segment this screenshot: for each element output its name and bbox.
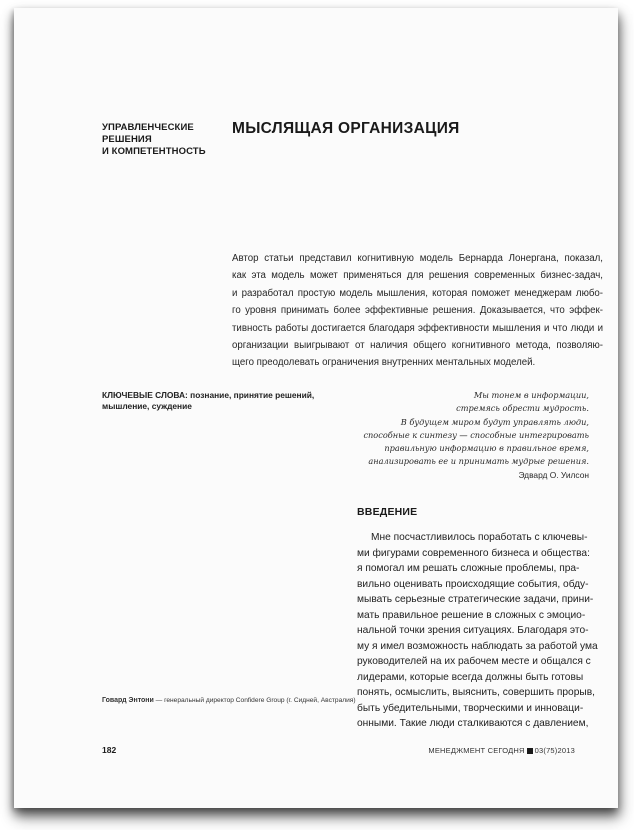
- page-number: 182: [102, 745, 117, 755]
- section-label-line: И КОМПЕТЕНТНОСТЬ: [102, 146, 206, 157]
- epigraph-line: стремясь обрести мудрость.: [456, 403, 589, 414]
- issue-number: 03(75)2013: [534, 746, 575, 755]
- author-note: [102, 697, 356, 704]
- epigraph-author: Эдвард О. Уилсон: [518, 469, 589, 480]
- journal-page: [14, 8, 618, 808]
- body-line: му я имел возможность наблюдать за работой ума: [357, 640, 598, 652]
- author-name: Говард Энтони: [102, 697, 154, 704]
- abstract-line: организации выигрывают от наличия общего когнитивного метода, позволяю-: [232, 340, 603, 352]
- body-line: Мне посчастливилось поработать с ключевы-: [371, 532, 588, 543]
- abstract-line: Автор статьи представил когнитивную модель Бернарда Лонергана, показал,: [232, 253, 603, 264]
- body-line: я помогал им решать сложные проблемы, пра-: [357, 563, 580, 574]
- body-line: мывать серьезные стратегические задачи, прини-: [357, 594, 594, 605]
- author-role: — генеральный директор Confidere Group (г. Сидней, Австралия): [153, 697, 356, 704]
- body-text: [357, 530, 605, 732]
- body-line: нальной точки зрения ситуациях. Благодаря это-: [357, 625, 589, 636]
- section-label-line: УПРАВЛЕНЧЕСКИЕ: [102, 122, 194, 133]
- body-line: понять, осмыслить, выяснить, совершить прорыв,: [357, 687, 595, 698]
- section-label-line: РЕШЕНИЯ: [102, 134, 152, 145]
- section-label: [102, 122, 212, 158]
- abstract-line: тивность работы достигается благодаря эффективности мышления и что люди и: [232, 322, 603, 334]
- epigraph-line: анализировать ее и принимать мудрые решения.: [368, 456, 589, 467]
- abstract-line: и разработал простую модель мышления, которая поможет менеджерам любо-: [232, 287, 603, 299]
- epigraph-line: В будущем миром будут управлять люди,: [400, 416, 589, 427]
- abstract: [232, 250, 603, 372]
- journal-footer: [428, 746, 575, 755]
- keywords-text: познание, принятие решений, мышление, суждение: [102, 390, 315, 411]
- journal-name: МЕНЕДЖМЕНТ СЕГОДНЯ: [428, 746, 525, 755]
- body-line: мать правильное решение в сложных с эмоцио-: [357, 609, 586, 621]
- body-line: быть убедительными, творческими и инноваци-: [357, 702, 584, 714]
- abstract-line: как эта модель может применяться для решения современных бизнес-задач,: [232, 270, 603, 282]
- intro-heading: ВВЕДЕНИЕ: [357, 506, 418, 518]
- square-icon: [527, 748, 533, 754]
- article-title: МЫСЛЯЩАЯ ОРГАНИЗАЦИЯ: [232, 120, 460, 137]
- epigraph-line: способные к синтезу — способные интегрировать: [363, 429, 589, 440]
- body-line: вильно оценивать происходящие события, обду-: [357, 578, 589, 590]
- body-line: руководителей на их рабочем месте и общался с: [357, 656, 591, 667]
- body-line: лидерами, которые всегда должны быть готовы: [357, 671, 584, 683]
- epigraph-line: правильную информацию в правильное время,: [384, 443, 589, 454]
- body-line: ми фигурами современного бизнеса и общества:: [357, 547, 590, 559]
- epigraph-line: Мы тонем в информации,: [473, 390, 589, 400]
- body-line: онными. Такие люди сталкиваются с давлением,: [357, 718, 589, 729]
- keywords-label: КЛЮЧЕВЫЕ СЛОВА:: [102, 390, 188, 400]
- abstract-line: щего преодолевать ограничения внутренних ментальных моделей.: [232, 357, 536, 369]
- epigraph: [314, 389, 589, 482]
- abstract-line: го уровня принимать более эффективные решения. Доказывается, что эффек-: [232, 305, 603, 317]
